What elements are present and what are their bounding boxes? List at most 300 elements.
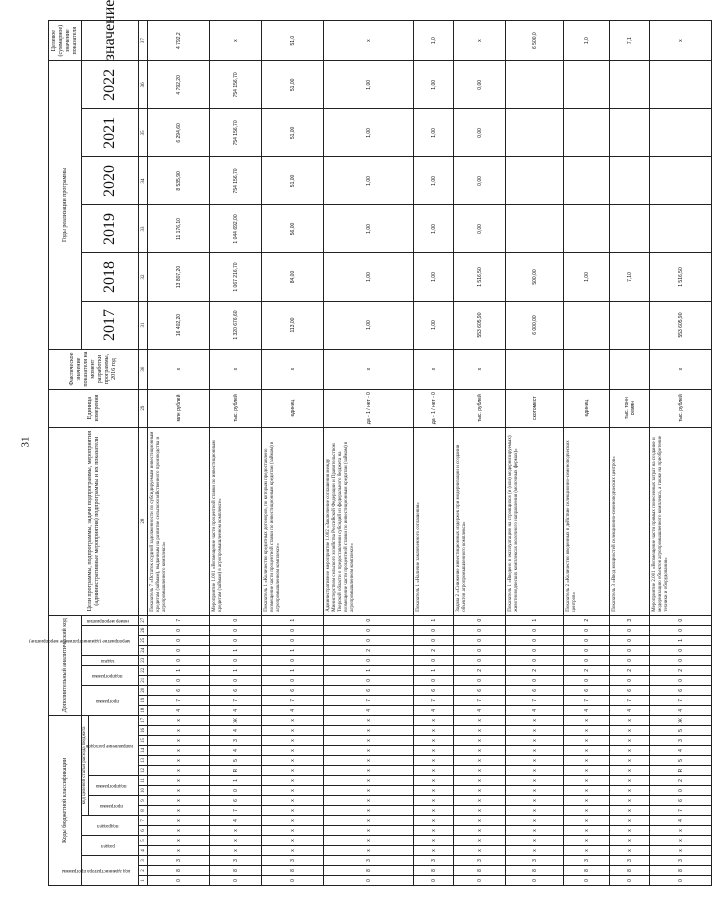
year-value-cell: 1,00 (414, 157, 454, 205)
column-number: 34 (139, 157, 148, 205)
base-value-cell (506, 349, 564, 389)
name-header: Цели программы, подпрограммы, задачи подпрограммы, мероприятия (административные мероприятия) подпрограммы и их показатели (49, 427, 139, 615)
code-cell: 8 (148, 866, 210, 876)
code-cell: 7 (148, 695, 210, 705)
code-cell: 6 (564, 685, 610, 695)
indicator-name: Мероприятие 1.001 «Возмещение части процентной ставки по инвестиционным кредитам (займам) в агропромышленном комплексе» (210, 427, 262, 615)
code-cell: 7 (148, 615, 210, 625)
code-cell: 0 (650, 625, 712, 635)
column-number: 29 (139, 389, 148, 427)
unit-cell: единиц (564, 389, 610, 427)
code-cell: х (262, 826, 324, 836)
code-cell: 4 (210, 726, 262, 736)
target-value-header: Целевое (суммарное) значение показателя (49, 21, 82, 61)
year-value-cell: 1,00 (324, 61, 414, 109)
code-cell: х (454, 756, 506, 766)
code-cell: 6 (650, 796, 712, 806)
target-value-cell: х (324, 21, 414, 61)
year-value-cell (650, 109, 712, 157)
base-value-cell: х (650, 349, 712, 389)
year-value-cell: 1,00 (414, 301, 454, 349)
code-cell: х (454, 796, 506, 806)
code-cell: х (454, 746, 506, 756)
year-value-cell: 1 044 692,00 (210, 205, 262, 253)
unit-cell: да - 1 / нет - 0 (324, 389, 414, 427)
code-cell: 2 (564, 615, 610, 625)
code-cell: 0 (262, 655, 324, 665)
code-cell: 7 (210, 695, 262, 705)
code-cell: 2 (454, 665, 506, 675)
table-row (324, 21, 414, 886)
code-cell: 3 (324, 856, 414, 866)
year-value-cell (564, 157, 610, 205)
year-value-cell: 1 067 216,70 (210, 253, 262, 301)
table-row (262, 21, 324, 886)
code-cell: 0 (324, 655, 414, 665)
code-cell: 3 (506, 856, 564, 866)
column-number: 17 (139, 715, 148, 725)
code-cell: х (262, 766, 324, 776)
code-cell: х (324, 726, 414, 736)
code-cell: 1 (414, 615, 454, 625)
code-cell: 0 (506, 876, 564, 886)
code-cell: 3 (610, 856, 650, 866)
code-cell: R (650, 766, 712, 776)
year-value-cell: 1,00 (414, 109, 454, 157)
base-value-cell: х (262, 349, 324, 389)
code-cell: 3 (210, 736, 262, 746)
subprogram-code-header: подпрограмма (89, 776, 139, 796)
column-number: 22 (139, 665, 148, 675)
code-cell: х (610, 766, 650, 776)
code-cell: х (414, 736, 454, 746)
year-value-cell: 1,00 (324, 205, 414, 253)
year-value-cell: 553 605,90 (454, 301, 506, 349)
code-cell: 6 (210, 685, 262, 695)
year-value-cell: 113,00 (262, 301, 324, 349)
measure-num-header: номер мероприятия (82, 615, 139, 625)
code-cell: 6 (324, 685, 414, 695)
code-cell: х (610, 826, 650, 836)
code-cell: х (414, 816, 454, 826)
code-cell: 7 (324, 695, 414, 705)
year-value-cell: 0,00 (454, 205, 506, 253)
target-value-cell: 1,0 (414, 21, 454, 61)
column-number: 8 (139, 806, 148, 816)
code-cell: 1 (650, 635, 712, 645)
year-value-cell: 7,10 (610, 253, 650, 301)
year-2022-header: 2022 (82, 61, 139, 109)
code-cell: 3 (610, 615, 650, 625)
code-cell: 0 (262, 876, 324, 886)
code-cell: 0 (564, 655, 610, 665)
code-cell: х (610, 726, 650, 736)
year-value-cell: 754 156,70 (210, 61, 262, 109)
code-cell: R (210, 766, 262, 776)
code-cell: х (210, 846, 262, 856)
unit-cell: скотомест (506, 389, 564, 427)
code-cell: х (414, 796, 454, 806)
code-cell: х (262, 776, 324, 786)
code-cell: х (324, 736, 414, 746)
code-cell: х (454, 826, 506, 836)
column-number: 23 (139, 655, 148, 665)
code-cell: х (148, 746, 210, 756)
code-cell: 1 (324, 665, 414, 675)
column-number: 11 (139, 776, 148, 786)
unit-header: Единица измерения (49, 389, 139, 427)
base-value-cell (610, 349, 650, 389)
code-cell: 4 (650, 746, 712, 756)
code-cell: 0 (210, 625, 262, 635)
column-number: 2 (139, 866, 148, 876)
column-number: 6 (139, 826, 148, 836)
unit-cell: млн рублей (148, 389, 210, 427)
code-cell: х (610, 715, 650, 725)
code-cell: 0 (564, 876, 610, 886)
code-cell: х (506, 806, 564, 816)
code-cell: 0 (414, 675, 454, 685)
direction-code-header: направление расходов (89, 715, 139, 775)
code-cell: 6 (610, 685, 650, 695)
indicator-name: Показатель 1 «Количество кредитных договоров, по которым предоставлено возмещение части процентной ставки по инвестиционным кредитам (займам) в агропромышленном комплексе» (262, 427, 324, 615)
code-cell: 7 (650, 695, 712, 705)
code-cell: х (148, 715, 210, 725)
code-cell: х (564, 715, 610, 725)
year-2018-header: 2018 (82, 253, 139, 301)
value-header: значение (82, 21, 139, 61)
column-number: 4 (139, 846, 148, 856)
code-cell: 0 (414, 876, 454, 886)
year-2021-header: 2021 (82, 109, 139, 157)
code-cell: 4 (210, 816, 262, 826)
code-cell: 0 (506, 635, 564, 645)
year-value-cell (650, 205, 712, 253)
code-cell: х (564, 726, 610, 736)
code-cell: х (564, 816, 610, 826)
year-value-cell: 51,00 (262, 109, 324, 157)
code-cell: х (454, 776, 506, 786)
code-cell: х (262, 796, 324, 806)
code-cell: 6 (148, 685, 210, 695)
code-cell: х (324, 766, 414, 776)
code-cell: 2 (564, 665, 610, 675)
column-number: 21 (139, 675, 148, 685)
code-cell: 5 (650, 726, 712, 736)
code-cell: х (454, 726, 506, 736)
column-number: 30 (139, 349, 148, 389)
program-indicators-table (28, 0, 712, 886)
code-cell: х (506, 816, 564, 826)
code-cell: х (610, 736, 650, 746)
year-value-cell (564, 301, 610, 349)
code-cell: х (148, 836, 210, 846)
subprogram-type-header: подпрограмма (82, 665, 139, 685)
code-cell: 0 (324, 876, 414, 886)
target-value-cell: х (210, 21, 262, 61)
code-cell: х (414, 746, 454, 756)
code-cell: 0 (610, 625, 650, 635)
code-cell: 2 (324, 645, 414, 655)
base-value-cell: х (148, 349, 210, 389)
code-cell: х (610, 776, 650, 786)
code-cell: 0 (454, 645, 506, 655)
document-page (28, 0, 684, 886)
code-cell: 1 (210, 645, 262, 655)
year-value-cell: 0,00 (454, 157, 506, 205)
table-row (210, 21, 262, 886)
year-value-cell: 754 156,70 (210, 109, 262, 157)
code-cell: х (262, 786, 324, 796)
code-cell: х (324, 836, 414, 846)
column-number: 15 (139, 736, 148, 746)
code-cell: 0 (210, 655, 262, 665)
column-number: 14 (139, 746, 148, 756)
code-cell: 0 (610, 876, 650, 886)
column-number: 31 (139, 301, 148, 349)
code-cell: 6 (506, 685, 564, 695)
year-value-cell: 1,00 (324, 253, 414, 301)
year-value-cell (610, 157, 650, 205)
code-cell: х (506, 726, 564, 736)
code-cell: 1 (210, 665, 262, 675)
code-cell: 6 (210, 796, 262, 806)
code-cell: 0 (148, 635, 210, 645)
target-value-cell: 7,1 (610, 21, 650, 61)
year-value-cell: 1 320 676,60 (210, 301, 262, 349)
code-cell: х (148, 786, 210, 796)
code-cell: х (454, 816, 506, 826)
code-cell: х (148, 726, 210, 736)
code-cell: 0 (262, 675, 324, 685)
code-cell: 4 (610, 705, 650, 715)
year-value-cell (506, 205, 564, 253)
code-cell: 4 (650, 705, 712, 715)
year-value-cell: 0,00 (454, 109, 506, 157)
code-cell: х (564, 836, 610, 846)
code-cell: 7 (506, 695, 564, 705)
year-2020-header: 2020 (82, 157, 139, 205)
code-cell: 0 (210, 675, 262, 685)
base-value-cell (564, 349, 610, 389)
code-cell: 0 (454, 675, 506, 685)
code-cell: 0 (148, 876, 210, 886)
code-cell: х (324, 846, 414, 856)
indicator-name: Показатель 1 «Наличие заключенного соглашения» (414, 427, 454, 615)
code-cell: 8 (564, 866, 610, 876)
code-cell: х (506, 796, 564, 806)
code-cell: 2 (610, 665, 650, 675)
year-value-cell: 6 000,00 (506, 301, 564, 349)
code-cell: х (454, 715, 506, 725)
code-cell: 0 (414, 655, 454, 665)
code-cell: 0 (564, 675, 610, 685)
code-cell: х (210, 836, 262, 846)
code-cell: х (414, 826, 454, 836)
indicator-name: Показатель 1 «Введено в эксплуатацию на строящихся (и (или) модернизируемых) животноводческих комплексах молочного направления (молочных фермах)» (506, 427, 564, 615)
code-cell: х (610, 796, 650, 806)
code-cell: х (564, 806, 610, 816)
code-cell: 0 (506, 655, 564, 665)
code-cell: 0 (210, 876, 262, 886)
column-number: 5 (139, 836, 148, 846)
years-header: Годы реализации программы (49, 61, 82, 349)
code-cell: 0 (324, 675, 414, 685)
unit-cell: да - 1 / нет - 0 (414, 389, 454, 427)
code-cell: 8 (650, 866, 712, 876)
code-cell: х (506, 836, 564, 846)
year-value-cell (610, 301, 650, 349)
year-value-cell: 1 516,50 (454, 253, 506, 301)
additional-code-header: Дополнительный аналитический код (49, 615, 82, 715)
year-value-cell: 11 176,10 (148, 205, 210, 253)
unit-cell: тыс. рублей (454, 389, 506, 427)
target-value-cell: 6 500,0 (506, 21, 564, 61)
code-cell: 0 (210, 615, 262, 625)
column-number: 26 (139, 625, 148, 635)
code-cell: 7 (564, 695, 610, 705)
code-cell: х (506, 786, 564, 796)
year-value-cell (610, 109, 650, 157)
year-value-cell: 1,00 (414, 253, 454, 301)
code-cell: х (454, 786, 506, 796)
column-number: 32 (139, 253, 148, 301)
unit-cell: тыс. рублей (650, 389, 712, 427)
year-value-cell: 1,00 (414, 61, 454, 109)
year-value-cell (650, 61, 712, 109)
unit-cell: единиц (262, 389, 324, 427)
code-cell: х (564, 736, 610, 746)
target-value-cell: 4 792,2 (148, 21, 210, 61)
column-number: 28 (139, 427, 148, 615)
code-cell: х (506, 766, 564, 776)
code-cell: х (454, 736, 506, 746)
year-value-cell: 4 792,20 (148, 61, 210, 109)
table-row (610, 21, 650, 886)
code-cell: 0 (262, 635, 324, 645)
table-row (148, 21, 210, 886)
target-value-cell: х (650, 21, 712, 61)
code-cell: 4 (324, 705, 414, 715)
code-cell: 8 (324, 866, 414, 876)
base-value-cell: х (454, 349, 506, 389)
code-cell: 0 (564, 645, 610, 655)
year-value-cell: 6 294,60 (148, 109, 210, 157)
code-cell: 0 (650, 786, 712, 796)
code-cell: х (564, 846, 610, 856)
code-cell: х (414, 766, 454, 776)
code-cell: х (148, 816, 210, 826)
code-cell: 5 (210, 756, 262, 766)
year-value-cell (564, 109, 610, 157)
code-cell: х (414, 776, 454, 786)
year-value-cell (506, 61, 564, 109)
year-value-cell (610, 205, 650, 253)
code-cell: х (506, 715, 564, 725)
measure-type-header: мероприятие (административное мероприятие) (82, 625, 139, 655)
code-cell: х (414, 806, 454, 816)
code-cell: 1 (148, 665, 210, 675)
column-number: 16 (139, 726, 148, 736)
code-cell: х (324, 796, 414, 806)
code-cell: х (454, 836, 506, 846)
code-cell: 0 (324, 635, 414, 645)
code-cell: 0 (506, 645, 564, 655)
column-number: 3 (139, 856, 148, 866)
code-cell: х (506, 846, 564, 856)
code-cell: х (262, 715, 324, 725)
code-cell: 2 (650, 776, 712, 786)
code-cell: 1 (262, 645, 324, 655)
code-cell: 1 (262, 665, 324, 675)
code-cell: 7 (210, 806, 262, 816)
year-value-cell: 16 402,20 (148, 301, 210, 349)
code-cell: х (564, 826, 610, 836)
code-cell: х (148, 776, 210, 786)
table-row (414, 21, 454, 886)
code-cell: х (454, 766, 506, 776)
code-cell: х (506, 826, 564, 836)
code-cell: 0 (506, 675, 564, 685)
code-cell: х (324, 816, 414, 826)
year-value-cell (564, 61, 610, 109)
indicator-name: Показатель 2 «Количество введенных в действие селекционно-семеноводческих центров» (564, 427, 610, 615)
target-value-cell: х (454, 21, 506, 61)
page-number: 31 (19, 436, 32, 448)
code-cell: 0 (454, 625, 506, 635)
base-value-cell: х (414, 349, 454, 389)
code-cell: 8 (454, 866, 506, 876)
code-cell: 3 (414, 856, 454, 866)
code-cell: 5 (650, 756, 712, 766)
code-cell: х (564, 756, 610, 766)
code-cell: х (262, 816, 324, 826)
code-cell: х (324, 756, 414, 766)
code-cell: 0 (148, 645, 210, 655)
code-cell: 4 (650, 816, 712, 826)
code-cell: х (414, 726, 454, 736)
year-value-cell: 84,00 (262, 253, 324, 301)
header-row-1 (49, 21, 82, 886)
code-cell: х (564, 746, 610, 756)
code-cell: х (148, 766, 210, 776)
code-cell: 6 (454, 685, 506, 695)
code-cell: 8 (210, 866, 262, 876)
year-value-cell: 754 156,70 (210, 157, 262, 205)
year-value-cell: 51,00 (262, 61, 324, 109)
code-cell: х (262, 846, 324, 856)
year-value-cell: 1 516,50 (650, 253, 712, 301)
code-cell: 0 (650, 675, 712, 685)
program-code-header: программа (89, 796, 139, 816)
code-cell: х (610, 756, 650, 766)
column-numbers-row (139, 21, 148, 886)
code-cell: х (414, 786, 454, 796)
code-cell: х (564, 766, 610, 776)
code-cell: 0 (148, 655, 210, 665)
column-number: 13 (139, 756, 148, 766)
code-cell: 0 (454, 876, 506, 886)
code-cell: х (414, 715, 454, 725)
code-cell: 1 (262, 615, 324, 625)
code-cell: 6 (414, 685, 454, 695)
code-cell: х (262, 836, 324, 846)
code-cell: 7 (610, 695, 650, 705)
code-cell: х (148, 806, 210, 816)
code-cell: 7 (262, 695, 324, 705)
year-value-cell: 8 535,90 (148, 157, 210, 205)
column-number: 35 (139, 109, 148, 157)
